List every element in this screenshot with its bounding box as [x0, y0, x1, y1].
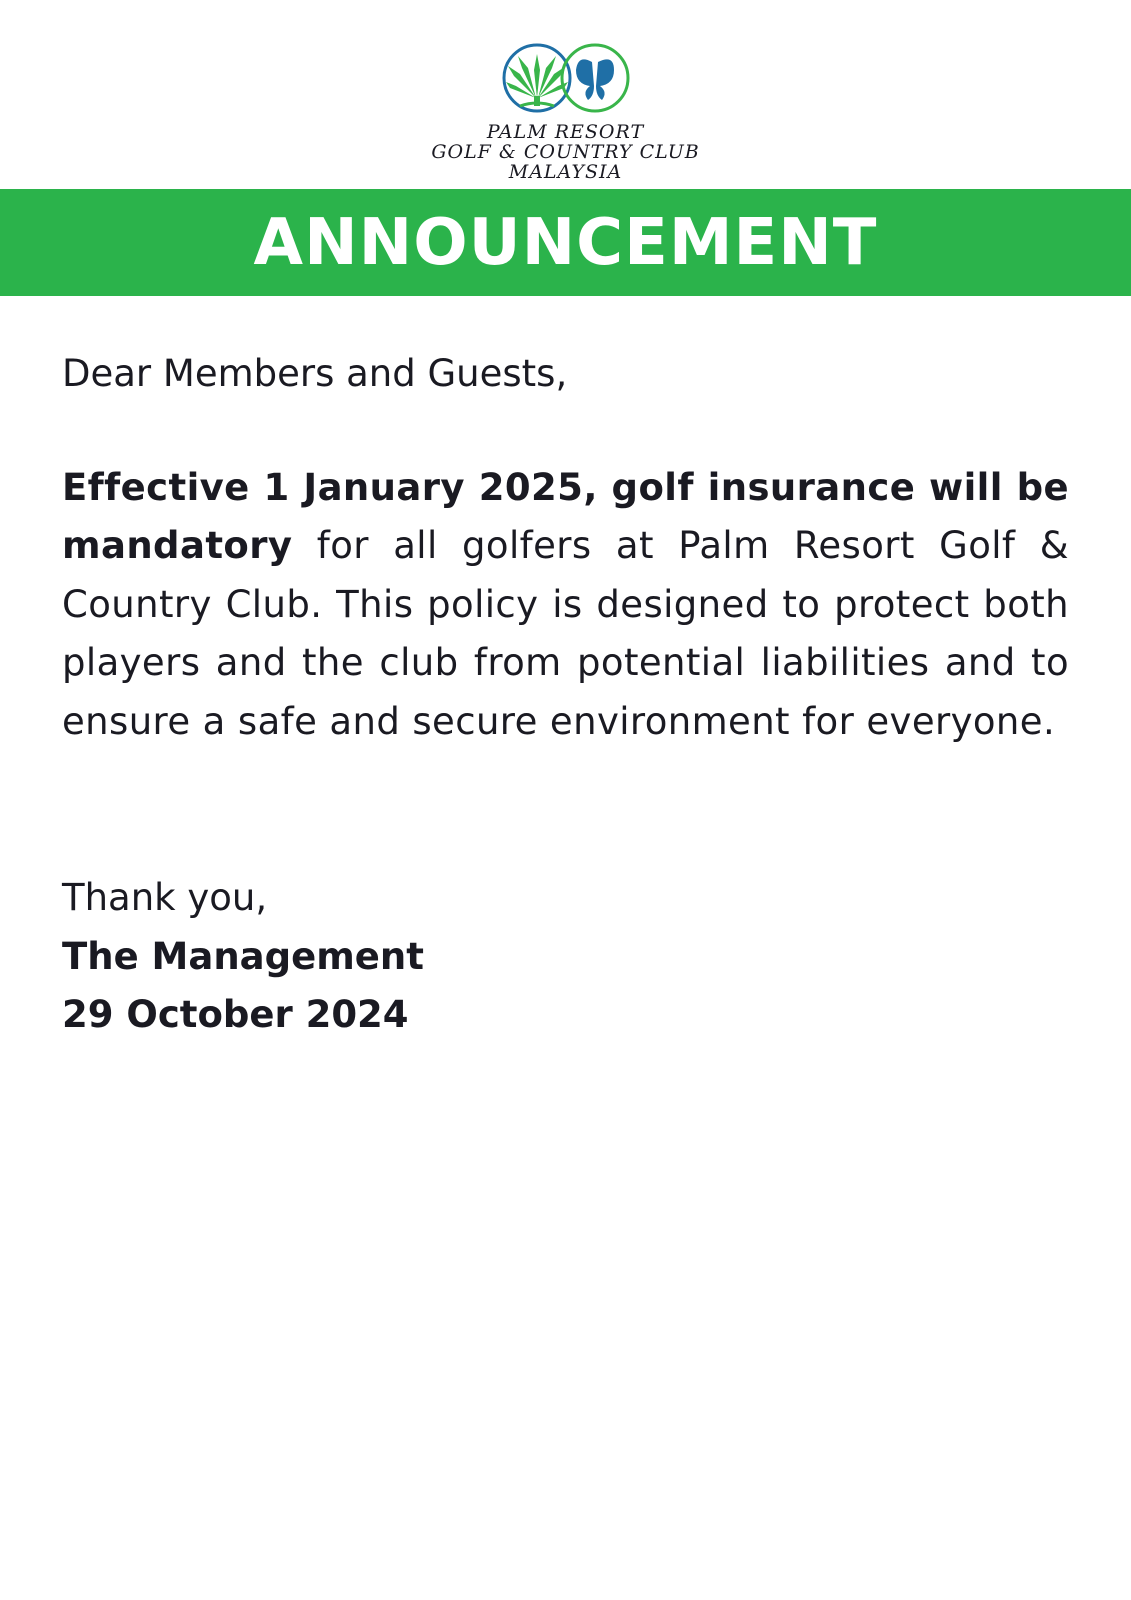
club-logo	[0, 40, 1131, 182]
club-name-line-1: PALM RESORT	[486, 121, 645, 143]
announcement-banner	[0, 189, 1131, 296]
banner-title: ANNOUNCEMENT	[253, 205, 878, 280]
closing: Thank you,	[62, 876, 268, 919]
signatory: The Management	[62, 934, 424, 978]
announcement-highlight: Effective 1 January 2025, golf insurance will be mandatory	[62, 465, 1069, 567]
club-name-line-2: GOLF & COUNTRY CLUB	[431, 141, 700, 163]
announcement-paragraph	[62, 459, 1069, 752]
palm-and-butterfly-logo-icon	[496, 40, 636, 120]
club-name-line-3: MALAYSIA	[508, 161, 623, 183]
announcement-details: for all golfers at Palm Resort Golf & Country Club. This policy is designed to protect both players and the club from potential liabilities and to ensure a safe and secure environment for everyone.	[62, 524, 1069, 743]
greeting: Dear Members and Guests,	[62, 352, 568, 395]
letter-body	[62, 345, 1069, 1045]
signoff	[62, 869, 1069, 1045]
letter-date: 29 October 2024	[62, 993, 409, 1036]
club-name	[431, 122, 699, 182]
